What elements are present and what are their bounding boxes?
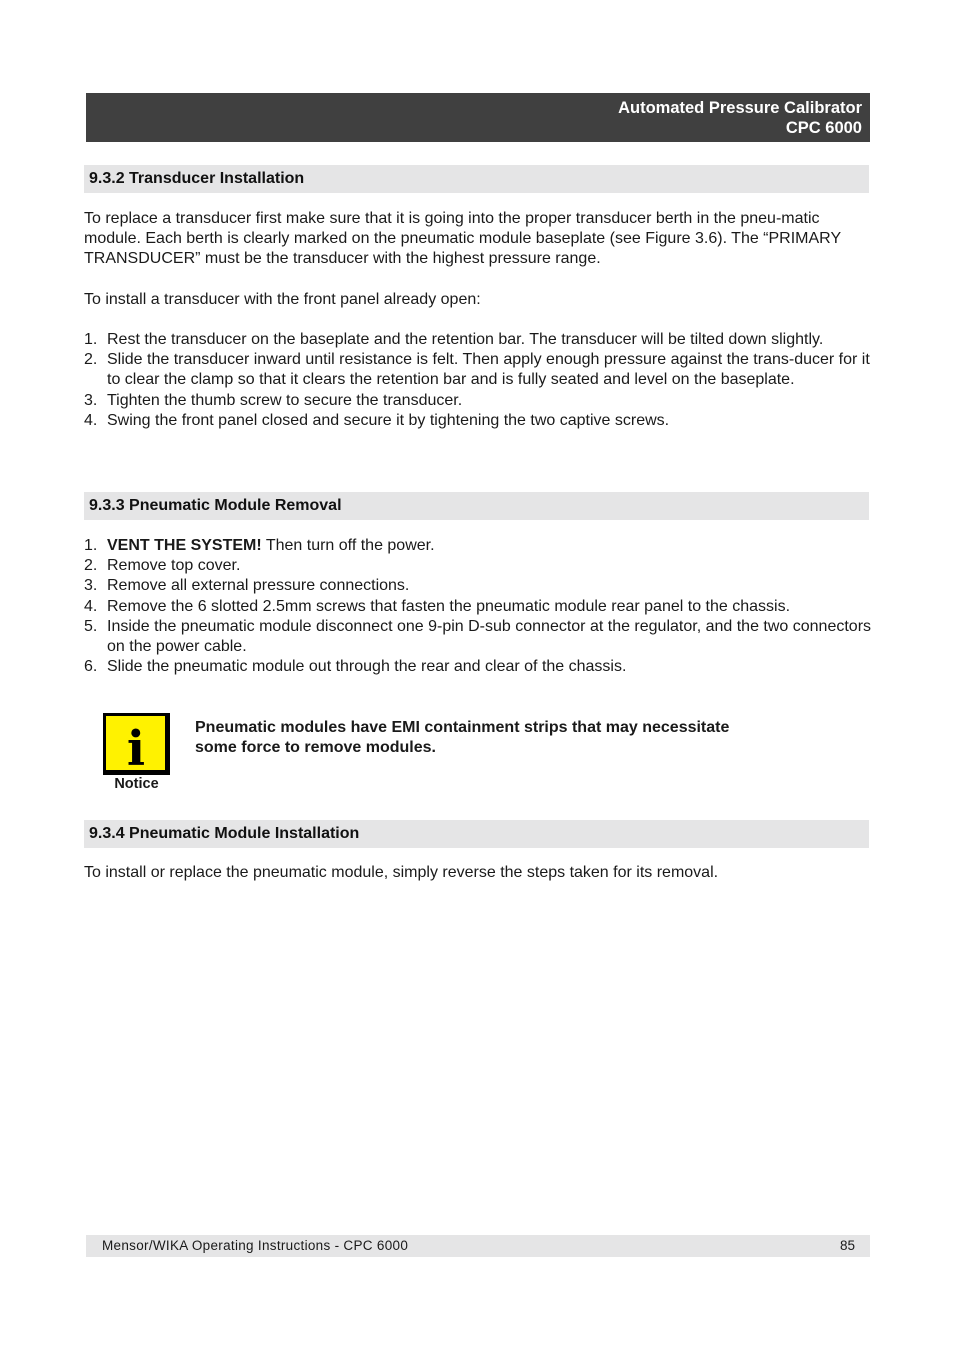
info-icon <box>103 713 170 775</box>
list-item: 3. Tighten the thumb screw to secure the transducer. <box>84 391 463 409</box>
list-item: 3. Remove all external pressure connections. <box>84 577 410 595</box>
section-heading-9-3-3: 9.3.3 Pneumatic Module Removal <box>84 492 869 520</box>
notice-label: Notice <box>114 776 159 792</box>
page-number: 85 <box>839 1238 855 1253</box>
list-item: 2. Slide the transducer inward until resistance is felt. Then apply enough pressure against the trans-ducer for it to clear the clamp so that it clears the retention bar and is fully seated and level on the baseplate. <box>84 351 870 389</box>
list-item: 4. Swing the front panel closed and secure it by tightening the two captive screws. <box>84 411 670 429</box>
footer-doc-title: Mensor/WIKA Operating Instructions - CPC 6000 <box>102 1238 409 1253</box>
vent-warning: VENT THE SYSTEM! <box>107 537 262 554</box>
page-footer <box>86 1235 870 1257</box>
list-item: 1. VENT THE SYSTEM! Then turn off the power. <box>84 537 435 554</box>
list-item: 6. Slide the pneumatic module out through the rear and clear of the chassis. <box>84 658 627 676</box>
notice-text: Pneumatic modules have EMI containment strips that may necessitate some force to remove modules. <box>195 719 730 756</box>
paragraph-module-install: To install or replace the pneumatic module, simply reverse the steps taken for its removal. <box>84 864 719 881</box>
section-heading-9-3-2: 9.3.2 Transducer Installation <box>84 165 869 193</box>
list-item: 2. Remove top cover. <box>84 557 241 575</box>
paragraph-transducer-intro: To replace a transducer first make sure that it is going into the proper transducer berth in the pneu-matic module. Each berth is clearly marked on the pneumatic module baseplate (see Figure 3.6). The “PRIMARY TRANSDUCER” must be the transducer with the highest pressure range. <box>84 210 841 267</box>
info-glyph: i <box>126 721 146 773</box>
list-item: 4. Remove the 6 slotted 2.5mm screws that fasten the pneumatic module rear panel to the chassis. <box>84 597 791 615</box>
page-header <box>86 93 870 142</box>
header-title: Automated Pressure Calibrator <box>618 99 862 117</box>
module-removal-steps <box>84 536 874 677</box>
paragraph-install-lead: To install a transducer with the front panel already open: <box>84 291 481 308</box>
header-model: CPC 6000 <box>785 119 862 137</box>
list-item: 1. Rest the transducer on the baseplate and the retention bar. The transducer will be tilted down slightly. <box>84 331 824 348</box>
section-heading-9-3-4: 9.3.4 Pneumatic Module Installation <box>84 820 869 848</box>
transducer-install-steps <box>84 330 874 431</box>
list-item: 5. Inside the pneumatic module disconnect one 9-pin D-sub connector at the regulator, and the two connectors on the power cable. <box>84 617 872 656</box>
